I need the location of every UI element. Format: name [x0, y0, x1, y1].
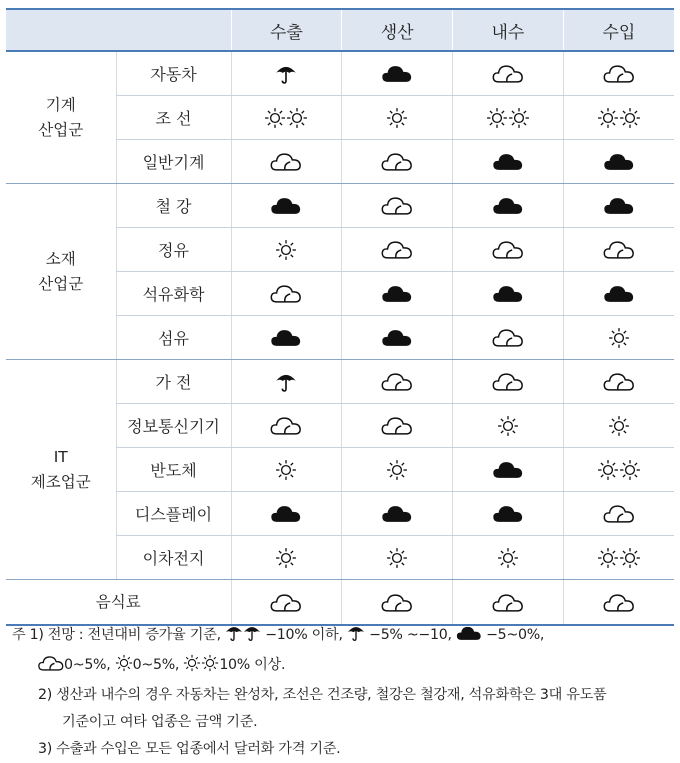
- legend-double-umbrella-range: −10% 이하,: [265, 627, 343, 643]
- outlook-cell: [231, 184, 342, 228]
- light-cloud-icon: [270, 151, 302, 172]
- light-cloud-icon: [381, 195, 413, 216]
- group-label-line: 제조업군: [30, 472, 91, 491]
- header-row: [6, 9, 674, 51]
- table-row: [6, 51, 674, 96]
- outlook-cell: [563, 580, 674, 626]
- light-cloud-icon: [38, 654, 64, 682]
- industry-name: 정유: [116, 228, 231, 272]
- outlook-cell: [453, 51, 564, 96]
- outlook-cell: [231, 140, 342, 184]
- outlook-cell: [563, 184, 674, 228]
- group-label-line: 기계: [45, 95, 76, 114]
- outlook-cell: [563, 448, 674, 492]
- outlook-cell: [563, 536, 674, 580]
- note-2-line-1: 2) 생산과 내수의 경우 자동차는 완성차, 조선은 건조량, 철강은 철강재, 석유화학은 3대 유도품: [38, 687, 607, 703]
- light-cloud-icon: [270, 415, 302, 436]
- group-label: [6, 184, 116, 360]
- outlook-table-container: [6, 8, 674, 626]
- outlook-cell: [231, 580, 342, 626]
- note-3: 3) 수출과 수입은 모든 업종에서 달러화 가격 기준.: [38, 741, 341, 757]
- table-row: [6, 184, 674, 228]
- group-label-line: 산업군: [38, 120, 84, 139]
- industry-outlook-table: [6, 8, 674, 626]
- table-row-food: [6, 580, 674, 626]
- sun-icon: [275, 239, 297, 261]
- industry-name: 디스플레이: [116, 492, 231, 536]
- umbrella-icon: [347, 624, 365, 652]
- note-2-line-2: 기준이고 여타 업종은 금액 기준.: [62, 714, 258, 730]
- industry-name: 이차전지: [116, 536, 231, 580]
- light-cloud-icon: [381, 239, 413, 260]
- food-label: 음식료: [6, 580, 231, 626]
- sun-icon: [386, 459, 408, 481]
- outlook-cell: [563, 272, 674, 316]
- light-cloud-icon: [603, 239, 635, 260]
- outlook-cell: [342, 360, 453, 404]
- table-row: [6, 360, 674, 404]
- group-label-line: IT: [53, 447, 68, 466]
- outlook-cell: [563, 228, 674, 272]
- dark-cloud-icon: [381, 327, 413, 348]
- light-cloud-icon: [603, 63, 635, 84]
- outlook-cell: [342, 51, 453, 96]
- outlook-cell: [231, 448, 342, 492]
- legend-dark-cloud-range: −5~0%,: [486, 627, 545, 643]
- industry-name: 정보통신기기: [116, 404, 231, 448]
- outlook-cell: [231, 228, 342, 272]
- industry-name: 석유화학: [116, 272, 231, 316]
- light-cloud-icon: [381, 371, 413, 392]
- legend-sun-range: 0~5%,: [132, 657, 180, 673]
- legend-double-sun-range: 10% 이상.: [219, 657, 286, 673]
- dark-cloud-icon: [381, 63, 413, 84]
- legend-umbrella-range: −5% ~−10,: [369, 627, 452, 643]
- double-sun-icon: [486, 107, 530, 129]
- sun-icon: [497, 547, 519, 569]
- outlook-cell: [342, 228, 453, 272]
- sun-icon: [386, 107, 408, 129]
- sun-icon: [608, 415, 630, 437]
- dark-cloud-icon: [381, 283, 413, 304]
- outlook-cell: [453, 96, 564, 140]
- sun-icon: [608, 327, 630, 349]
- outlook-cell: [563, 316, 674, 360]
- outlook-cell: [453, 316, 564, 360]
- dark-cloud-icon: [270, 195, 302, 216]
- outlook-cell: [342, 536, 453, 580]
- outlook-cell: [563, 140, 674, 184]
- outlook-cell: [563, 404, 674, 448]
- dark-cloud-icon: [456, 624, 482, 652]
- outlook-cell: [342, 448, 453, 492]
- industry-name: 반도체: [116, 448, 231, 492]
- outlook-cell: [453, 228, 564, 272]
- outlook-cell: [231, 536, 342, 580]
- header-production: 생산: [342, 9, 453, 51]
- outlook-cell: [563, 96, 674, 140]
- light-cloud-icon: [381, 415, 413, 436]
- dark-cloud-icon: [603, 195, 635, 216]
- dark-cloud-icon: [270, 503, 302, 524]
- outlook-cell: [231, 316, 342, 360]
- double-sun-icon: [597, 107, 641, 129]
- header-import: 수입: [563, 9, 674, 51]
- outlook-cell: [563, 492, 674, 536]
- industry-name: 조 선: [116, 96, 231, 140]
- note-1-line-2: [12, 652, 672, 682]
- sun-icon: [386, 547, 408, 569]
- umbrella-icon: [243, 624, 261, 652]
- light-cloud-icon: [603, 592, 635, 613]
- light-cloud-icon: [492, 63, 524, 84]
- dark-cloud-icon: [492, 283, 524, 304]
- dark-cloud-icon: [270, 327, 302, 348]
- outlook-cell: [453, 492, 564, 536]
- dark-cloud-icon: [603, 283, 635, 304]
- double-sun-icon: [264, 107, 308, 129]
- outlook-cell: [231, 492, 342, 536]
- outlook-cell: [342, 492, 453, 536]
- light-cloud-icon: [381, 151, 413, 172]
- light-cloud-icon: [492, 239, 524, 260]
- umbrella-icon: [275, 371, 297, 393]
- table-body: [6, 51, 674, 625]
- outlook-cell: [231, 360, 342, 404]
- outlook-cell: [563, 51, 674, 96]
- outlook-cell: [231, 404, 342, 448]
- light-cloud-icon: [603, 371, 635, 392]
- dark-cloud-icon: [492, 195, 524, 216]
- industry-name: 일반기계: [116, 140, 231, 184]
- dark-cloud-icon: [381, 503, 413, 524]
- footnotes: [12, 622, 672, 763]
- outlook-cell: [453, 536, 564, 580]
- dark-cloud-icon: [492, 459, 524, 480]
- group-label-line: 산업군: [38, 274, 84, 293]
- double-sun-icon: [597, 459, 641, 481]
- group-label: [6, 360, 116, 580]
- outlook-cell: [453, 140, 564, 184]
- sun-icon: [497, 415, 519, 437]
- sun-icon: [275, 547, 297, 569]
- industry-name: 철 강: [116, 184, 231, 228]
- outlook-cell: [342, 96, 453, 140]
- light-cloud-icon: [270, 592, 302, 613]
- outlook-cell: [563, 360, 674, 404]
- outlook-cell: [342, 316, 453, 360]
- double-sun-icon: [183, 654, 219, 682]
- light-cloud-icon: [603, 503, 635, 524]
- group-label-line: 소재: [45, 249, 76, 268]
- double-sun-icon: [597, 547, 641, 569]
- outlook-cell: [453, 580, 564, 626]
- note-1-prefix: 주 1) 전망 : 전년대비 증가율 기준,: [12, 627, 221, 643]
- umbrella-icon: [275, 63, 297, 85]
- industry-name: 가 전: [116, 360, 231, 404]
- outlook-cell: [342, 140, 453, 184]
- outlook-cell: [453, 404, 564, 448]
- light-cloud-icon: [492, 592, 524, 613]
- outlook-cell: [342, 580, 453, 626]
- header-export: 수출: [231, 9, 342, 51]
- header-domestic: 내수: [453, 9, 564, 51]
- outlook-cell: [342, 404, 453, 448]
- light-cloud-icon: [270, 283, 302, 304]
- outlook-cell: [453, 272, 564, 316]
- outlook-cell: [231, 96, 342, 140]
- dark-cloud-icon: [492, 151, 524, 172]
- industry-name: 섬유: [116, 316, 231, 360]
- outlook-cell: [342, 272, 453, 316]
- sun-icon: [115, 654, 133, 682]
- light-cloud-icon: [492, 327, 524, 348]
- header-corner: [6, 9, 231, 51]
- group-label: [6, 51, 116, 184]
- outlook-cell: [342, 184, 453, 228]
- dark-cloud-icon: [492, 503, 524, 524]
- legend-light-cloud-range: 0~5%,: [64, 657, 111, 673]
- dark-cloud-icon: [603, 151, 635, 172]
- sun-icon: [275, 459, 297, 481]
- light-cloud-icon: [381, 592, 413, 613]
- outlook-cell: [231, 272, 342, 316]
- outlook-cell: [453, 360, 564, 404]
- umbrella-icon: [225, 624, 243, 652]
- light-cloud-icon: [492, 371, 524, 392]
- industry-name: 자동차: [116, 51, 231, 96]
- note-1-line-1: [12, 622, 672, 652]
- outlook-cell: [453, 184, 564, 228]
- outlook-cell: [231, 51, 342, 96]
- outlook-cell: [453, 448, 564, 492]
